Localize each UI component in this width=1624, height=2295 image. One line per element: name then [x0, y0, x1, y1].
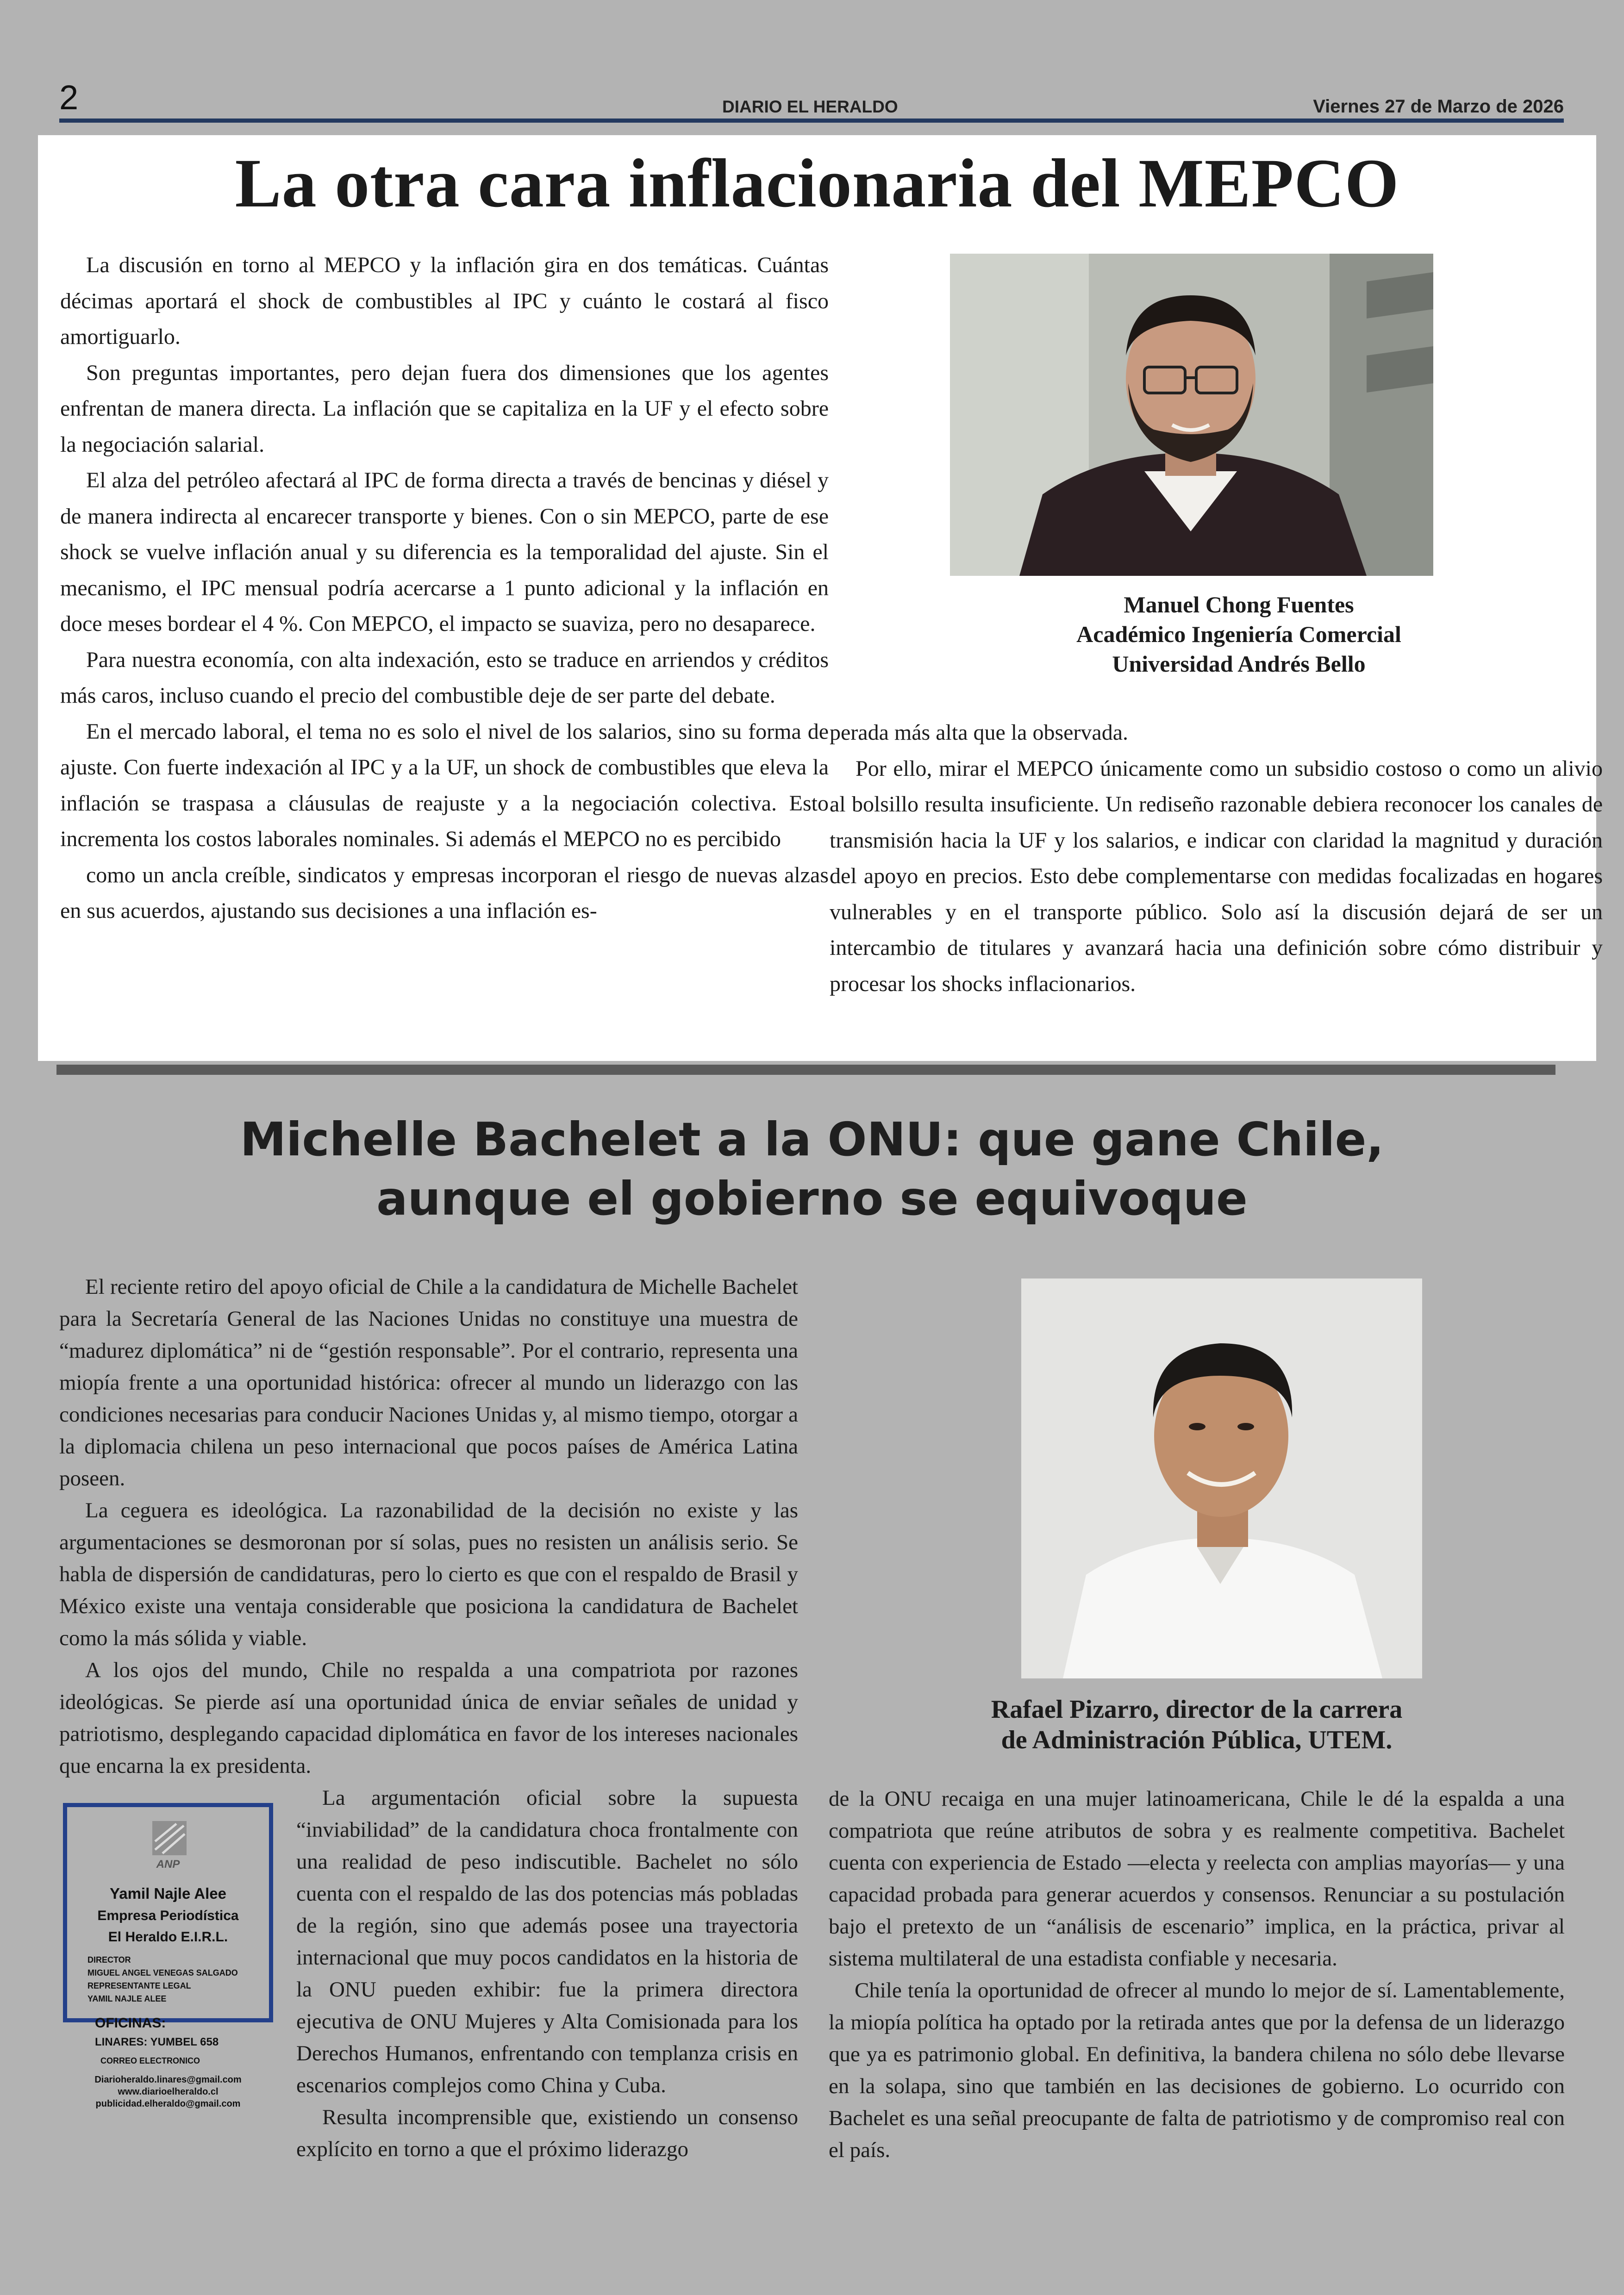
offices-address: LINARES: YUMBEL 658	[95, 2036, 219, 2048]
director-name: MIGUEL ANGEL VENEGAS SALGADO	[87, 1968, 238, 1977]
article-bachelet-right-column	[829, 1783, 1565, 2166]
paragraph: Por ello, mirar el MEPCO únicamente como un subsidio costoso o como un alivio al bolsillo resulta insuficiente. Un rediseño razonable debiera reconocer los canales de transmisión hacia la UF y los salarios, e indicar con claridad la magnitud y duración del apoyo en precios. Esto debe complementarse con medidas focalizadas en hogares vulnerables y en el transporte público. Solo así la discusión dejará de ser un intercambio de titulares y avanzará hacia una definición sobre cómo distribuir y procesar los shocks inflacionarios.	[830, 756, 1603, 996]
paragraph: de la ONU recaiga en una mujer latinoamericana, Chile le dé la espalda a una compatriota que reúne atributos de sobra y es realmente competitiva. Bachelet cuenta con experiencia de Estado —electa y reelecta con amplias mayorías— y una capacidad probada para generar acuerdos y consensos. Renunciar a su postulación bajo el pretexto de un “análisis de escenario” implica, en la práctica, privar al sistema multilateral de una estadista confiable y necesaria.	[829, 1787, 1565, 1971]
email-label: CORREO ELECTRONICO	[100, 2056, 200, 2065]
email-link[interactable]: Diarioheraldo.linares@gmail.com	[94, 2075, 242, 2085]
advertising-email-link[interactable]: publicidad.elheraldo@gmail.com	[95, 2099, 241, 2109]
issue-date: Viernes 27 de Marzo de 2026	[1313, 96, 1564, 117]
author-caption-line: Rafael Pizarro, director de la carrera	[991, 1695, 1403, 1724]
author-caption-line: de Administración Pública, UTEM.	[1001, 1726, 1393, 1754]
section-divider	[56, 1065, 1555, 1075]
paragraph: En el mercado laboral, el tema no es solo el nivel de los salarios, sino su forma de ajuste. Con fuerte indexación al IPC y a la UF, un shock de combustibles que eleva la inflación se traspasa a cláusulas de reajuste y a la negociación colectiva. Esto incrementa los costos laborales nominales. Si además el MEPCO no es percibido	[60, 719, 829, 851]
article-mepco-headline: La otra cara inflacionaria del MEPCO	[235, 145, 1399, 222]
offices-label: OFICINAS:	[95, 2015, 166, 2031]
paragraph: La discusión en torno al MEPCO y la inflación gira en dos temáticas. Cuántas décimas aportará el shock de combustibles al IPC y cuánto le costará al fisco amortiguarlo.	[60, 253, 829, 349]
page-number: 2	[59, 78, 79, 117]
article-bachelet-author-caption	[829, 1694, 1565, 1755]
author-name: Manuel Chong Fuentes	[1124, 592, 1354, 617]
article-bachelet-headline	[0, 1110, 1624, 1229]
author-photo-rafael-pizarro	[1021, 1278, 1422, 1678]
article-mepco-right-column	[830, 715, 1603, 1002]
paragraph: Resulta incomprensible que, existiendo un consenso explícito en torno a que el próximo liderazgo	[296, 2105, 798, 2161]
owner-name: Yamil Najle Alee	[110, 1885, 226, 1902]
legal-rep-name: YAMIL NAJLE ALEE	[87, 1994, 167, 2003]
paragraph: A los ojos del mundo, Chile no respalda a una compatriota por razones ideológicas. Se pierde así una oportunidad única de enviar señales de unidad y patriotismo, desplegando capacidad diplomática en favor de los intereses nacionales que encarna la ex presidenta.	[59, 1658, 798, 1778]
director-label: DIRECTOR	[87, 1955, 131, 1964]
headline-line: Michelle Bachelet a la ONU: que gane Chile,	[240, 1112, 1384, 1166]
article-mepco-left-column	[60, 247, 829, 929]
paragraph: La argumentación oficial sobre la supuesta “inviabilidad” de la candidatura choca frontalmente con una realidad de peso indiscutible. Bachelet no sólo cuenta con el respaldo de las dos potencias más pobladas de la región, sino que además posee una trayectoria internacional que muy pocos candidatos en la historia de la ONU pueden exhibir: fue la primera directora ejecutiva de ONU Mujeres y Alta Comisionada para los Derechos Humanos, enfrentando con templanza crisis en escenarios complejos como China y Cuba.	[296, 1786, 798, 2097]
author-institution: Universidad Andrés Bello	[1112, 651, 1366, 677]
anp-logo-icon	[149, 1817, 190, 1859]
company-name: El Heraldo E.I.R.L.	[108, 1929, 228, 1945]
anp-logo-text: ANP	[156, 1858, 180, 1871]
article-bachelet-middle-column	[296, 1782, 798, 2165]
paragraph: Para nuestra economía, con alta indexación, esto se traduce en arriendos y créditos más caros, incluso cuando el precio del combustible deje de ser parte del debate.	[60, 647, 829, 708]
paragraph: perada más alta que la observada.	[830, 720, 1129, 745]
paragraph: La ceguera es ideológica. La razonabilidad de la decisión no existe y las argumentaciones se desmoronan por sí solas, pues no resisten un análisis serio. Se habla de dispersión de candidaturas, pero lo cierto es que con el respaldo de Brasil y México existe una ventaja considerable que posiciona la candidatura de Bachelet como la más sólida y viable.	[59, 1498, 798, 1650]
masthead-box	[63, 1803, 273, 2109]
author-role: Académico Ingeniería Comercial	[1076, 621, 1401, 647]
article-bachelet-intro-column	[59, 1271, 798, 1782]
paragraph: como un ancla creíble, sindicatos y empresas incorporan el riesgo de nuevas alzas en sus acuerdos, ajustando sus decisiones a una inflación es-	[60, 862, 829, 923]
headline-line: aunque el gobierno se equivoque	[376, 1172, 1248, 1226]
newspaper-name: DIARIO EL HERALDO	[722, 97, 898, 116]
paragraph: El alza del petróleo afectará al IPC de forma directa a través de bencinas y diésel y de manera indirecta al encarecer transporte y bienes. Con o sin MEPCO, parte de ese shock se vuelve inflación anual y su diferencia es la temporalidad del ajuste. Sin el mecanismo, el IPC mensual podría acercarse a 1 punto adicional y la inflación en doce meses bordear el 4 %. Con MEPCO, el impacto se suaviza, pero no desaparece.	[60, 468, 829, 636]
paragraph: Son preguntas importantes, pero dejan fuera dos dimensiones que los agentes enfrentan de manera directa. La inflación que se capitaliza en la UF y el efecto sobre la negociación salarial.	[60, 360, 829, 457]
legal-rep-label: REPRESENTANTE LEGAL	[87, 1981, 191, 1990]
article-mepco	[38, 135, 1603, 1061]
paragraph: El reciente retiro del apoyo oficial de Chile a la candidatura de Michelle Bachelet para la Secretaría General de las Naciones Unidas no constituye una muestra de “madurez diplomática” ni de “gestión responsable”. Por el contrario, representa una miopía frente a una oportunidad histórica: ofrecer al mundo un liderazgo con las condiciones necesarias para conducir Naciones Unidas y, al mismo tiempo, otorgar a la diplomacia chilena un peso internacional que pocos países de América Latina poseen.	[59, 1275, 798, 1491]
website-link[interactable]: www.diarioelheraldo.cl	[118, 2087, 219, 2097]
company-label: Empresa Periodística	[97, 1908, 239, 1923]
header-rule	[59, 118, 1564, 123]
paragraph: Chile tenía la oportunidad de ofrecer al mundo lo mejor de sí. Lamentablemente, la miopía política ha optado por la retirada antes que por la defensa de un liderazgo que ya es patrimonio global. En definitiva, la bandera chilena no sólo debe llevarse en la solapa, sino que también en las decisiones de gobierno. Lo ocurrido con Bachelet es una señal preocupante de falta de patriotismo y de compromiso real con el país.	[829, 1978, 1565, 2162]
author-photo-manuel-chong	[950, 254, 1433, 576]
article-mepco-author-caption	[830, 590, 1624, 679]
